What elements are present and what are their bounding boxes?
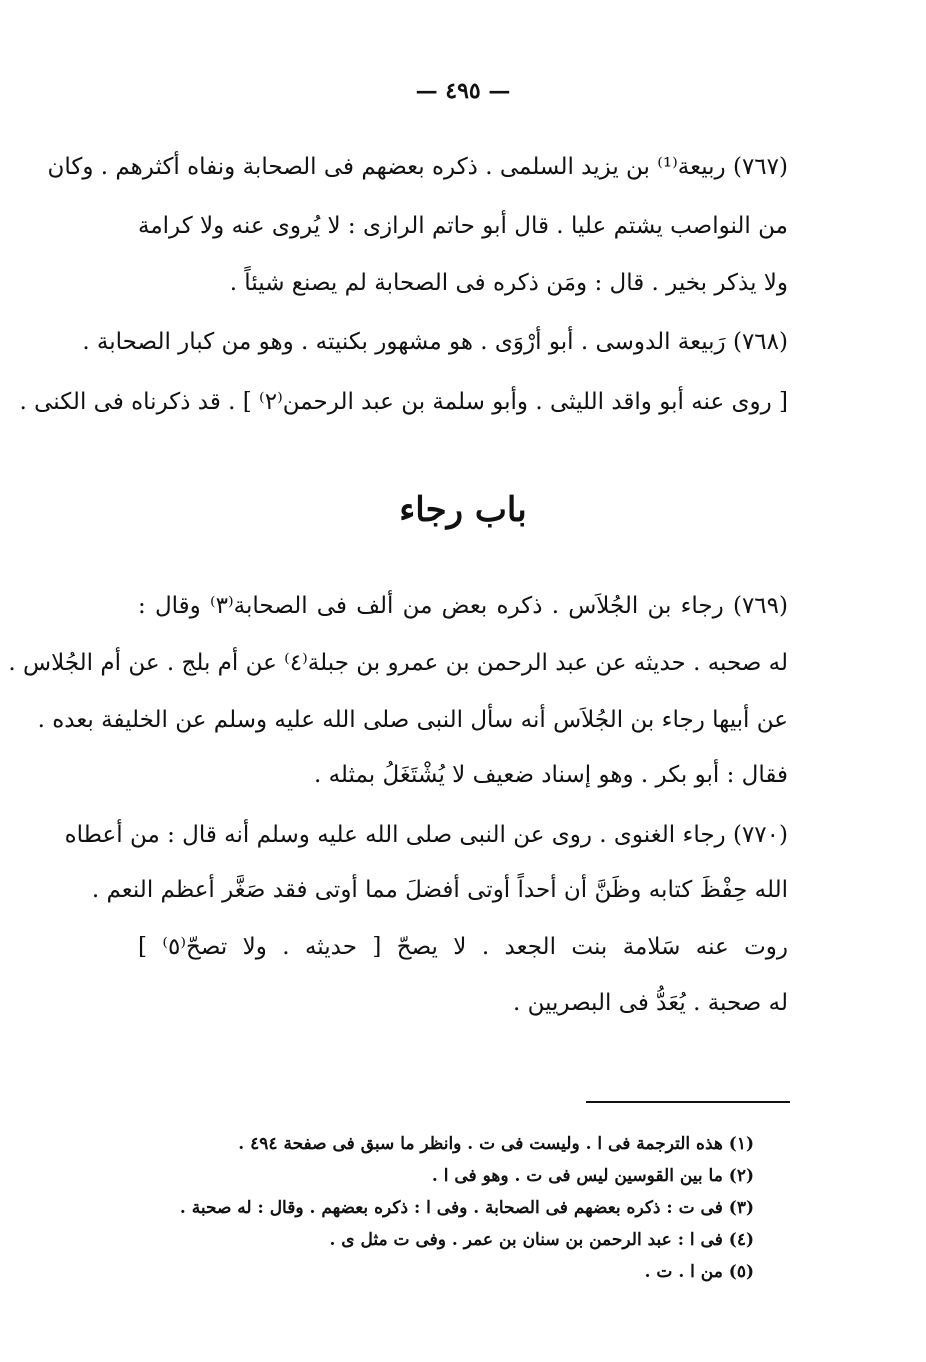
page-number: — ٤٩٥ — (415, 78, 511, 104)
text-line-entry-769-d: فقال : أبو بكر . وهو إسناد ضعيف لا يُشْتَغَلُ بمثله . (313, 762, 788, 788)
footnote-5: (٥) من ا . ت . (644, 1262, 754, 1282)
footnote-1: (١) هذه الترجمة فى ا . وليست فى ت . وانظر ما سبق فى صفحة ٤٩٤ . (238, 1134, 754, 1154)
text-line-entry-769-c: عن أبيها رجاء بن الجُلاَس أنه سأل النبى صلى الله عليه وسلم عن الخليفة بعده . (37, 707, 788, 733)
text-line-entry-768-b: [ روى عنه أبو واقد الليثى . وأبو سلمة بن عبد الرحمن⁽٢⁾ ] . قد ذكرناه فى الكنى . (19, 389, 788, 415)
text-line-entry-767-c: ولا يذكر بخير . قال : ومَن ذكره فى الصحابة لم يصنع شيئاً . (229, 270, 788, 296)
text-line-entry-767-a: (٧٦٧) ربيعة⁽¹⁾ بن يزيد السلمى . ذكره بعضهم فى الصحابة ونفاه أكثرهم . وكان (47, 154, 788, 180)
text-line-entry-769-b: له صحبه . حديثه عن عبد الرحمن بن عمرو بن جبلة⁽٤⁾ عن أم بلج . عن أم الجُلاس . (8, 650, 788, 676)
text-line-entry-770-d: له صحبة . يُعَدُّ فى البصريين . (512, 990, 788, 1016)
section-heading: باب رجاء (399, 490, 527, 530)
text-line-entry-770-a: (٧٧٠) رجاء الغنوى . روى عن النبى صلى الله عليه وسلم أنه قال : من أعطاه (64, 822, 788, 848)
footnote-3: (٣) فى ت : ذكره بعضهم فى الصحابة . وفى ا : ذكره بعضهم . وقال : له صحبة . (179, 1198, 754, 1218)
text-line-entry-770-c: روت عنه سَلامة بنت الجعد . لا يصحّ [ حديثه . ولا تصحّ⁽٥⁾ ] (138, 934, 789, 960)
text-line-entry-769-a: (٧٦٩) رجاء بن الجُلاَس . ذكره بعض من ألف فى الصحابة⁽٣⁾ وقال : (138, 593, 788, 619)
text-line-entry-770-b: الله حِفْظَ كتابه وظَنَّ أن أحداً أوتى أفضلَ مما أوتى فقد صَغَّر أعظم النعم . (91, 877, 788, 903)
footnote-4: (٤) فى ا : عبد الرحمن بن سنان بن عمر . وفى ت مثل ى . (329, 1230, 754, 1250)
text-line-entry-768-a: (٧٦٨) رَبيعة الدوسى . أبو أرْوَى . هو مشهور بكنيته . وهو من كبار الصحابة . (82, 329, 788, 355)
footnote-2: (٢) ما بين القوسين ليس فى ت . وهو فى ا . (431, 1166, 754, 1186)
footnote-separator (586, 1101, 790, 1103)
text-line-entry-767-b: من النواصب يشتم عليا . قال أبو حاتم الرازى : لا يُروى عنه ولا كرامة (138, 213, 788, 239)
